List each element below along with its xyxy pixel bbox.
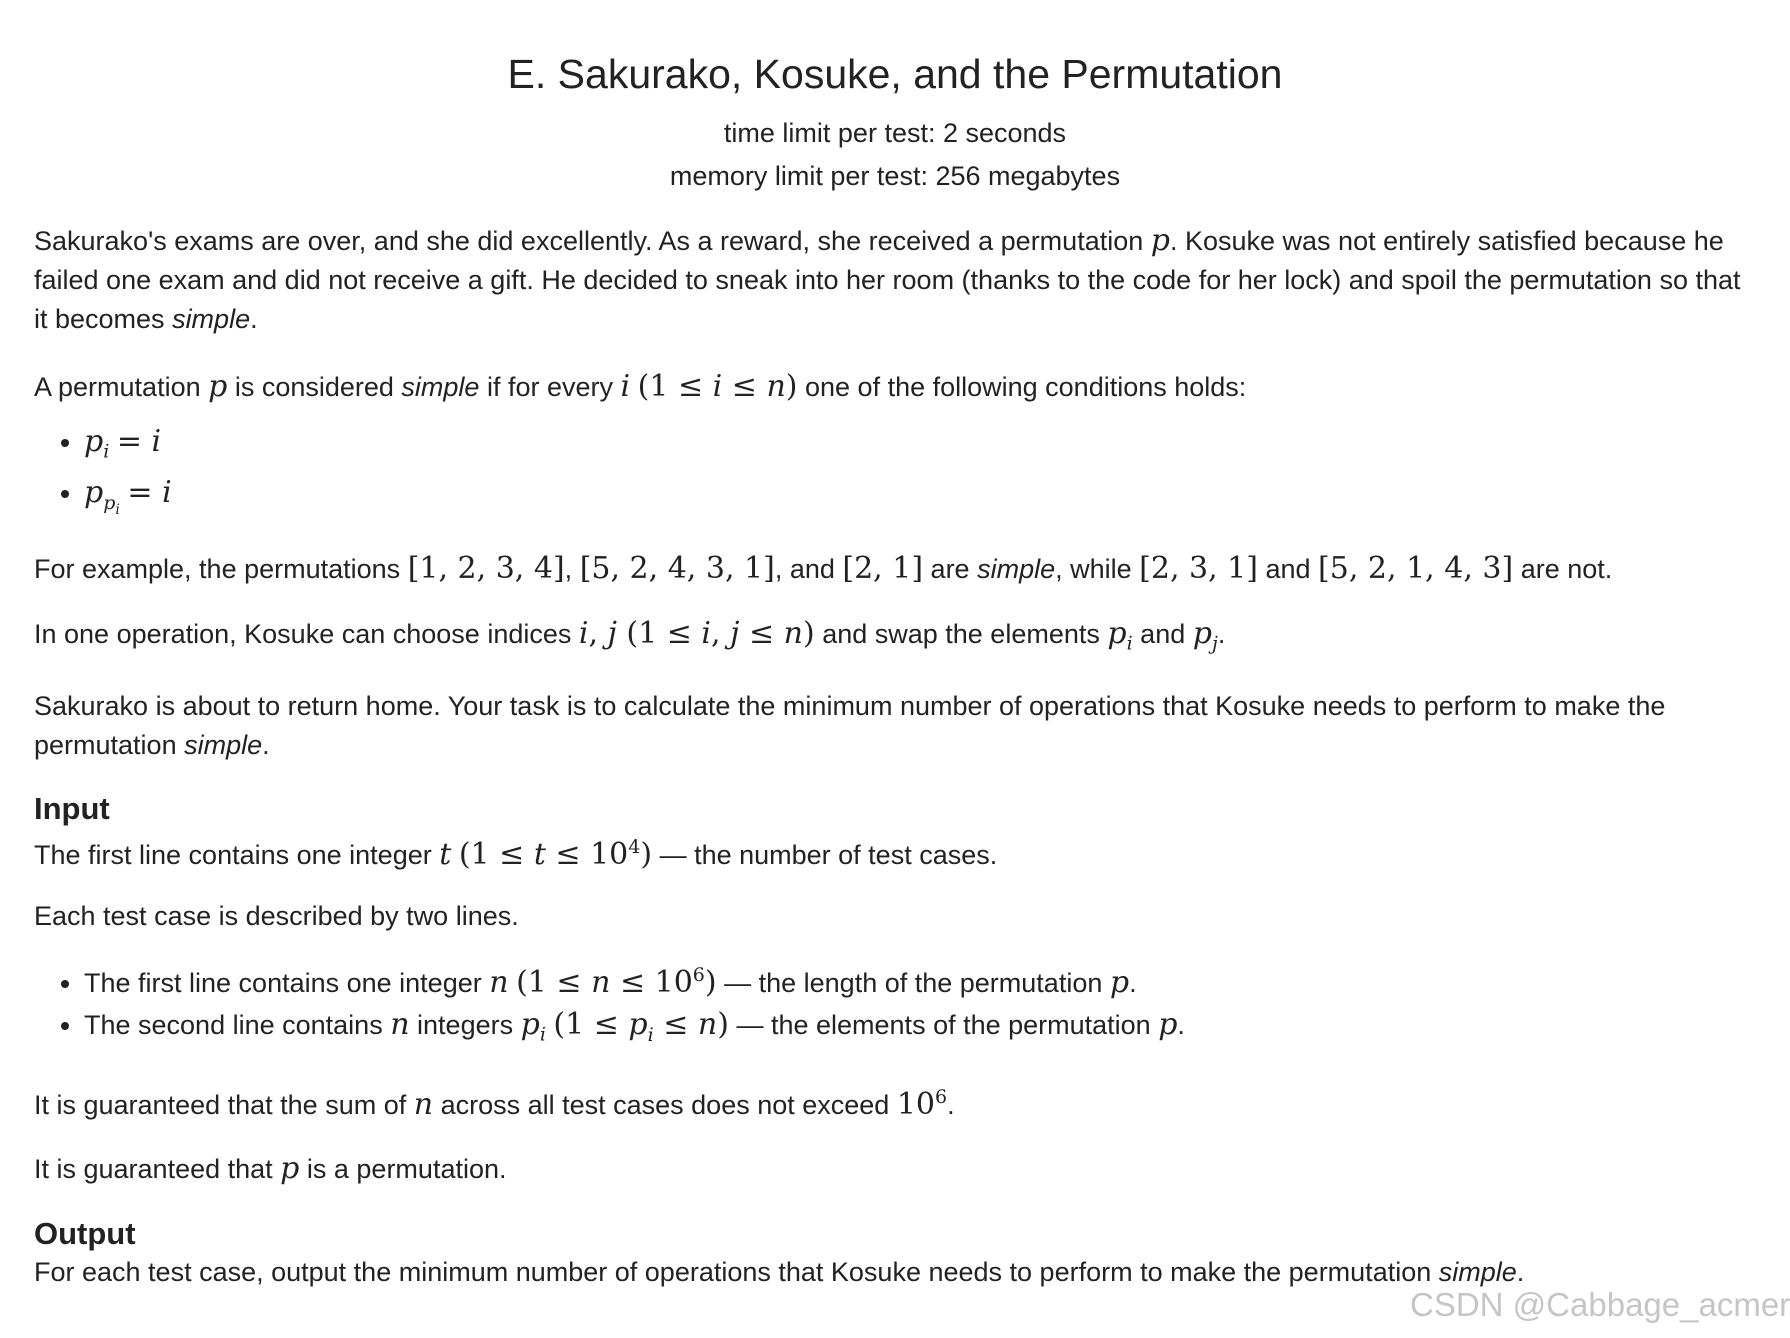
text: A permutation [34, 372, 209, 402]
emphasis: simple [172, 304, 251, 334]
statement-paragraph-1 [34, 221, 1756, 339]
math-t-range: $(1 \le t \le 10^4)$ [458, 835, 653, 872]
text: and [1257, 553, 1319, 584]
text: , [564, 553, 580, 584]
math-indices: i, j (1 ≤ i, j ≤ n) [578, 615, 815, 651]
input-format-list [34, 954, 1756, 1056]
condition-1: • $p_i = i$ [84, 421, 1756, 472]
text: . Kosuke was not entirely satisfied because he failed one exam and did not receive a gift. He decided to sneak into her room (thanks to the code for her lock) and spoil the permutation so that it becomes [34, 226, 1741, 334]
text: Sakurako's exams are over, and she did excellently. As a reward, she received a permutation [34, 226, 1151, 256]
math-pj: p [1192, 615, 1212, 651]
emphasis: simple [184, 729, 263, 760]
text: , while [1055, 553, 1140, 584]
text: is considered [227, 372, 402, 402]
text: — the elements of the permutation [728, 1009, 1159, 1040]
text: The second line contains [84, 1009, 391, 1040]
math-example-4: [2, 3, 1] [1139, 550, 1258, 586]
math-range: (1 ≤ i ≤ n) [637, 369, 798, 404]
text: are not. [1513, 553, 1613, 584]
math-t: t [439, 836, 452, 872]
text: . [250, 304, 258, 334]
text: Sakurako is about to return home. Your task is to calculate the minimum number of operations that Kosuke needs to perform to make the permutation [34, 690, 1666, 760]
text: For example, the permutations [34, 553, 408, 584]
problem-title: E. Sakurako, Kosuke, and the Permutation [507, 51, 1283, 97]
statement-paragraph-5 [34, 687, 1756, 765]
math-pi: p [1107, 615, 1127, 651]
math-example-5: [5, 2, 1, 4, 3] [1318, 550, 1514, 586]
guarantee-1: It is guaranteed that the sum of n across all test cases does not exceed $10^6$. [34, 1085, 955, 1122]
text: . [1129, 967, 1137, 998]
text: — the number of test cases. [652, 839, 998, 870]
statement-paragraph-2 [34, 367, 1756, 407]
input-format-item-2: • The second line contains n integers $p_i$ $(1 \le p_i \le n)$ — the elements of the permutation p. [84, 1004, 1756, 1056]
text: . [262, 729, 270, 760]
emphasis: simple [1438, 1256, 1517, 1287]
input-heading: Input [34, 790, 110, 826]
input-line-2: Each test case is described by two lines. [34, 900, 519, 931]
memory-limit: memory limit per test: 256 megabytes [669, 161, 1121, 191]
guarantee-2: It is guaranteed that p is a permutation. [34, 1150, 507, 1186]
text: and swap the elements [814, 618, 1108, 649]
text: In one operation, Kosuke can choose indices [34, 618, 579, 649]
text: . [1177, 1009, 1185, 1040]
emphasis: simple [977, 553, 1056, 584]
input-format-item-1: • The first line contains one integer n $(1 \le n \le 10^6)$ — the length of the permutation p. [84, 954, 1756, 1004]
emphasis: simple [401, 372, 480, 402]
text: and [1132, 618, 1193, 649]
text: It is guaranteed that [34, 1153, 281, 1184]
conditions-list [34, 421, 1756, 531]
text: one of the following conditions holds: [797, 372, 1247, 402]
text: integers [409, 1009, 521, 1040]
statement-paragraph-4: In one operation, Kosuke can choose indices i, j (1 ≤ i, j ≤ n) and swap the elements $p_i$ and $p_j$. [34, 615, 1226, 654]
input-line-1 [34, 828, 1756, 875]
text: . [1217, 618, 1226, 649]
math-p: p [1150, 223, 1170, 258]
watermark: CSDN @Cabbage_acmer [1410, 1286, 1790, 1323]
math-p: p [208, 369, 228, 404]
text: . [1516, 1256, 1525, 1287]
text: , and [774, 553, 843, 584]
text: It is guaranteed that the sum of [34, 1089, 414, 1120]
text: across all test cases does not exceed [433, 1089, 897, 1120]
text: The first line contains one integer [34, 839, 440, 870]
problem-statement [34, 0, 1756, 1292]
text: . [947, 1089, 955, 1120]
text: are [923, 553, 978, 584]
text: is a permutation. [299, 1153, 507, 1184]
output-heading: Output [34, 1215, 136, 1251]
text: — the length of the permutation [716, 967, 1110, 998]
math-example-3: [2, 1] [842, 550, 924, 586]
condition-2: • $p_{p_i} = i$ [84, 472, 1756, 530]
limits-block [34, 112, 1756, 198]
math-i: i [620, 369, 631, 404]
statement-paragraph-3 [34, 549, 1756, 589]
math-example-1: [1, 2, 3, 4] [407, 550, 565, 586]
math-example-2: [5, 2, 4, 3, 1] [579, 550, 775, 586]
text: if for every [479, 372, 621, 402]
text: The first line contains one integer [84, 967, 490, 998]
time-limit: time limit per test: 2 seconds [723, 118, 1067, 148]
text: For each test case, output the minimum number of operations that Kosuke needs to perform to make the permutation [34, 1256, 1439, 1287]
